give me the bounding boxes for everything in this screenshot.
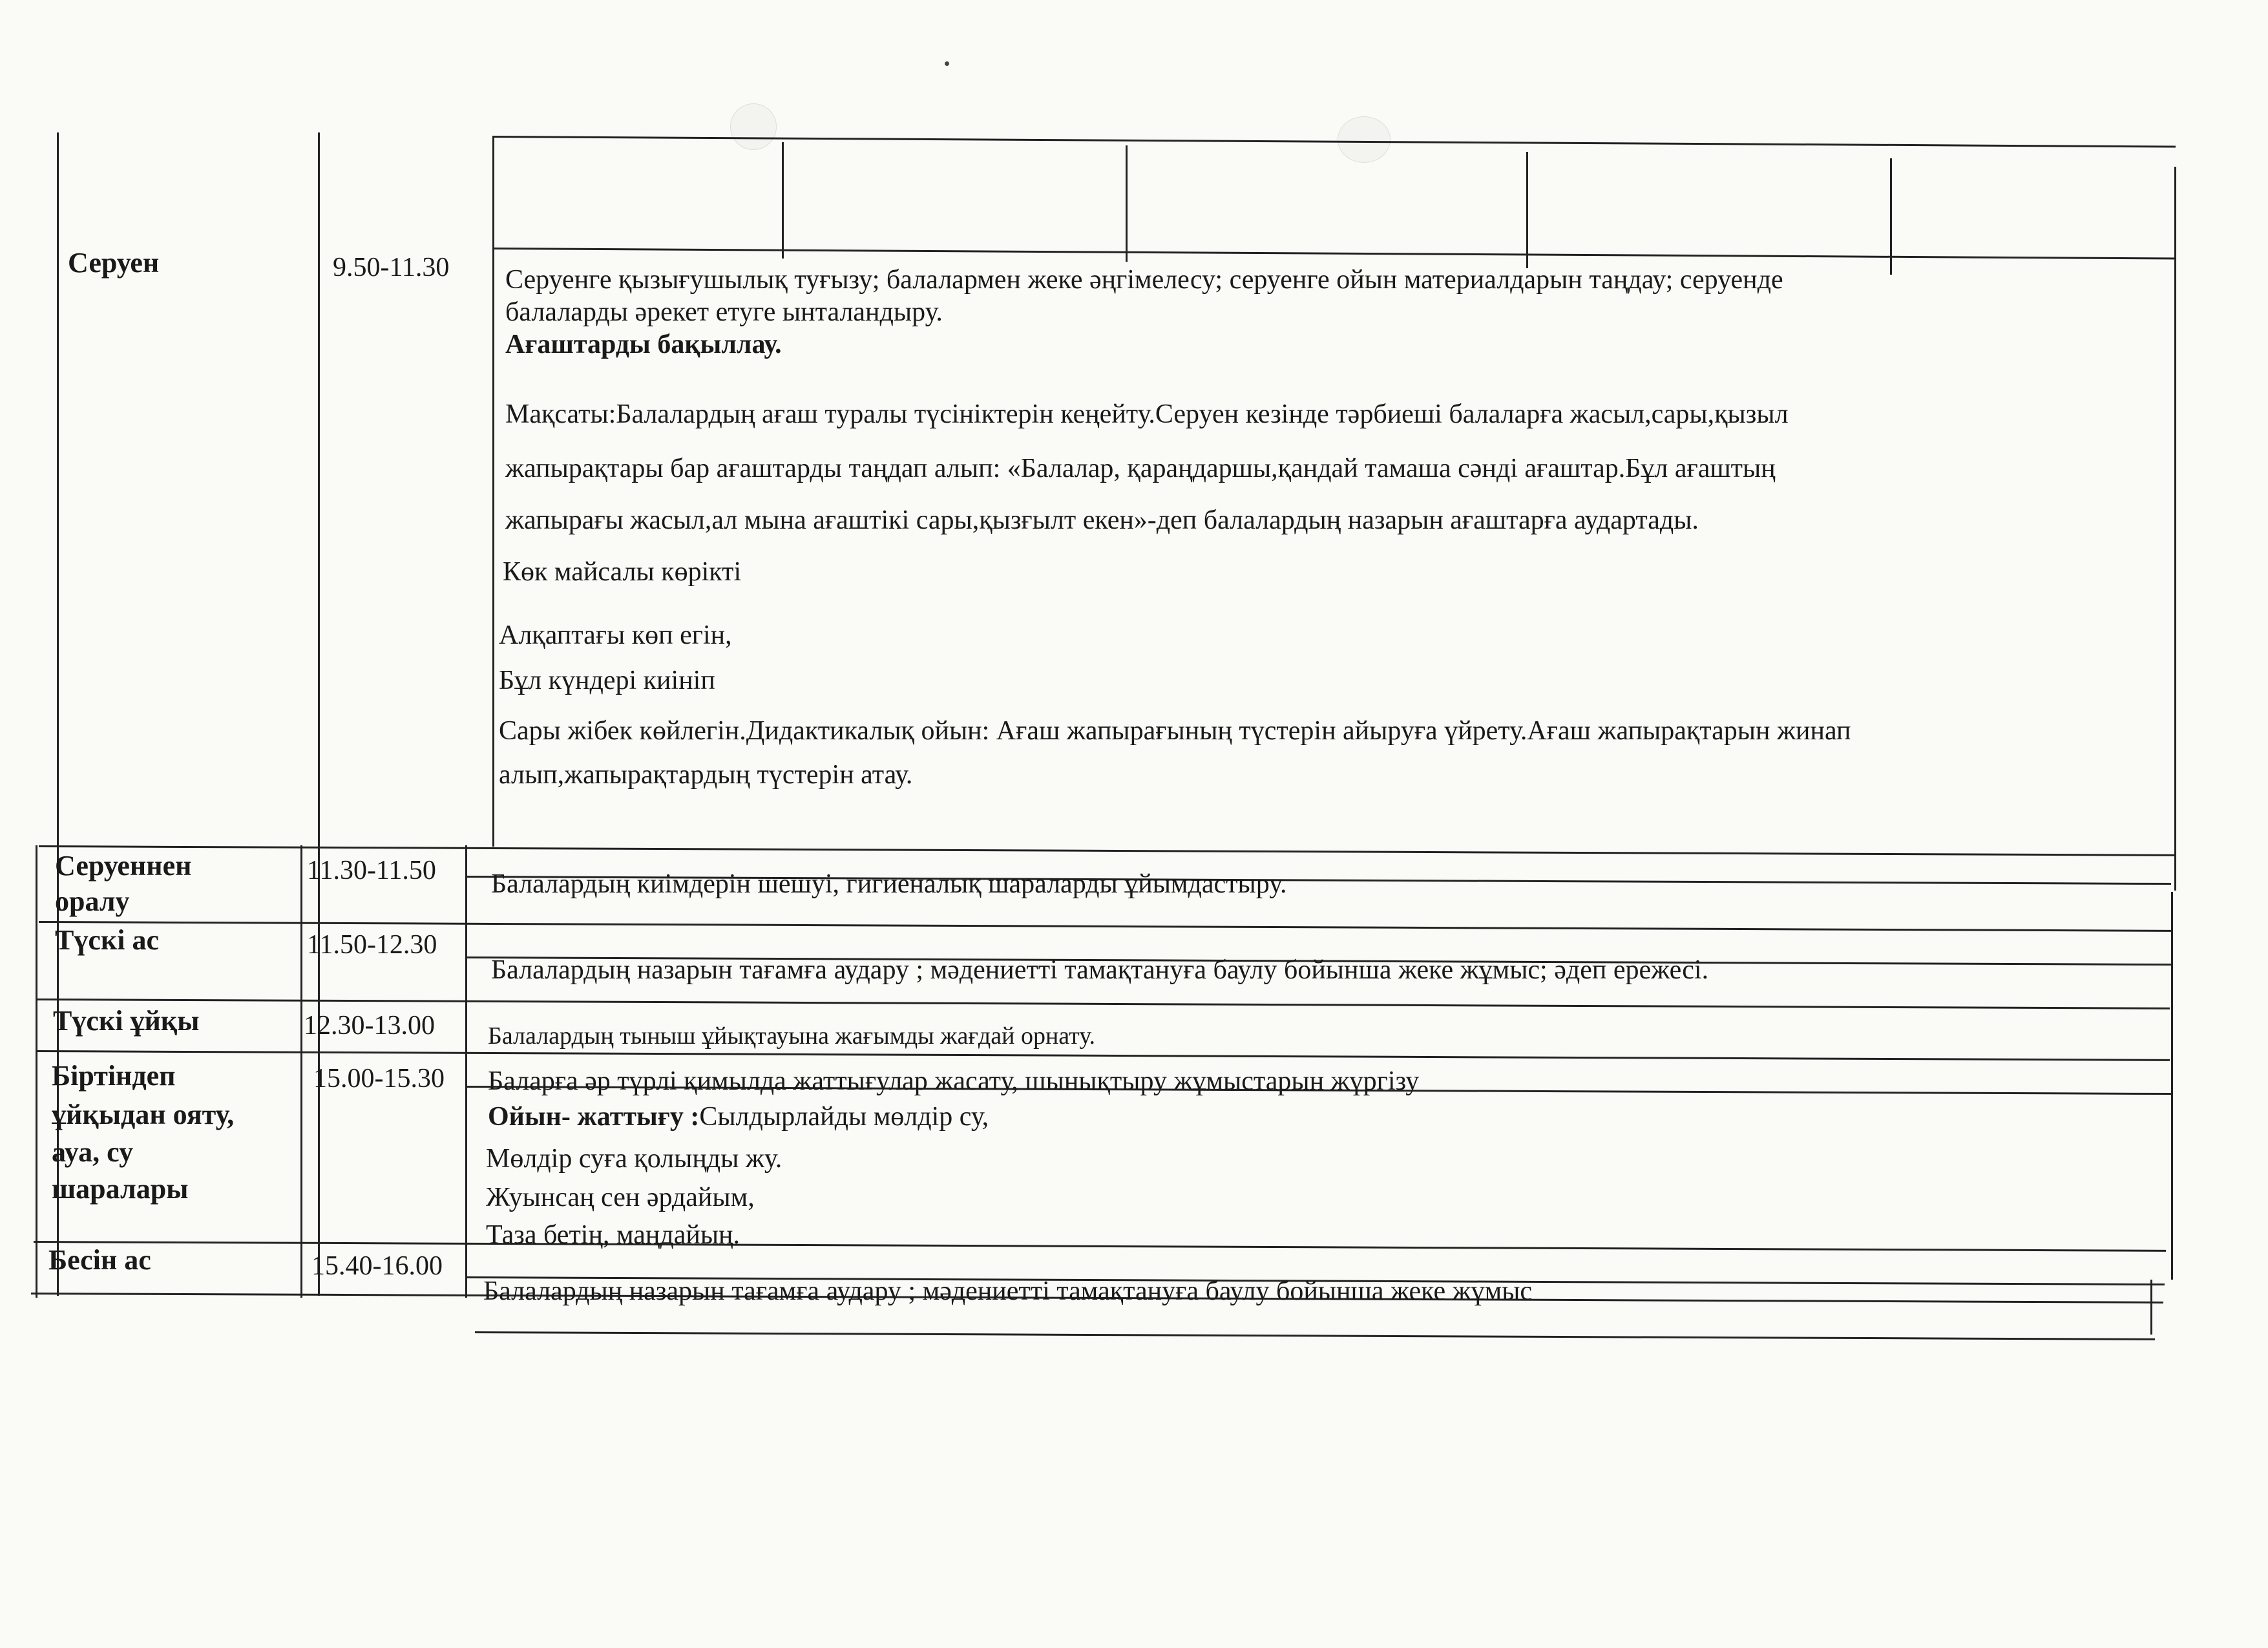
table-line	[39, 845, 2174, 856]
row-label-return-2: оралу	[55, 885, 130, 917]
table-line	[37, 1050, 2170, 1061]
game-line-2: Мөлдір суға қолыңды жу.	[486, 1144, 782, 1174]
walk-purpose-2: жапырақтары бар ағаштарды таңдап алып: «Балалар, қараңдаршы,қандай тамаша сәнді ағаштар.Бұл ағаштың	[505, 454, 1776, 483]
row-text-wake: Баларға әр түрлі қимылда жаттығулар жасату, шынықтыру жұмыстарын жүргізу	[488, 1066, 1420, 1096]
poem-line-4: алып,жапырақтардың түстерін атау.	[499, 760, 913, 790]
table-line	[36, 845, 37, 1298]
row-text-nap: Балалардың тыныш ұйықтауына жағымды жағдай орнату.	[488, 1022, 1095, 1050]
table-line	[465, 845, 467, 1298]
table-line	[2171, 892, 2173, 1280]
row-label-wake-4: шаралары	[52, 1173, 189, 1205]
poem-title: Көк майсалы көрікті	[503, 557, 742, 587]
row-text-lunch: Балалардың назарын тағамға аудару ; мәдениетті тамақтануға баулу бойынша жеке жұмыс; әдеп ережесі.	[491, 955, 1709, 985]
table-line	[475, 1331, 2155, 1340]
game-first-line: Сылдырлайды мөлдір су,	[699, 1102, 989, 1132]
table-line	[1126, 145, 1128, 262]
row-time-walk: 9.50-11.30	[333, 253, 450, 282]
row-time-nap: 12.30-13.00	[304, 1011, 435, 1041]
table-line	[318, 132, 320, 1296]
row-time-return: 11.30-11.50	[307, 856, 436, 885]
game-label: Ойын- жаттығу :	[488, 1102, 700, 1132]
table-line	[2174, 167, 2176, 891]
row-text-return: Балалардың киімдерін шешуі, гигиеналық шараларды ұйымдастыру.	[491, 869, 1287, 899]
punch-hole	[1338, 116, 1391, 163]
game-line	[488, 1102, 989, 1132]
poem-line-3: Сары жібек көйлегін.Дидактикалық ойын: Ағаш жапырағының түстерін айыруға үйрету.Ағаш жапырақтарын жинап	[499, 716, 1851, 746]
walk-purpose-3: жапырағы жасыл,ал мына ағаштікі сары,қызғылт екен»-деп балалардың назарын ағаштарға аудартады.	[505, 505, 1699, 535]
table-line	[492, 248, 2176, 259]
table-line	[782, 142, 784, 259]
table-line	[300, 845, 302, 1298]
row-label-snack: Бесін ас	[48, 1244, 151, 1276]
game-line-3: Жуынсаң сен әрдайым,	[486, 1183, 755, 1212]
table-line	[34, 1241, 2166, 1252]
walk-purpose-1: Мақсаты:Балалардың ағаш туралы түсініктерін кеңейту.Серуен кезінде тәрбиеші балаларға жасыл,сары,қызыл	[505, 399, 1789, 429]
row-time-lunch: 11.50-12.30	[307, 930, 437, 960]
row-label-lunch: Түскі ас	[55, 924, 159, 956]
row-text-snack: Балалардың назарын тағамға аудару ; мәдениетті тамақтануға баулу бойынша жеке жұмыс	[483, 1276, 1533, 1306]
walk-line-2: балаларды әрекет етуге ынталандыру.	[505, 297, 943, 327]
row-label-wake-1: Біртіндеп	[52, 1060, 176, 1092]
row-label-wake-3: ауа, су	[52, 1136, 134, 1168]
table-line	[37, 998, 2170, 1009]
row-label-wake-2: ұйқыдан ояту,	[52, 1099, 235, 1130]
poem-line-2: Бұл күндері киініп	[499, 666, 715, 695]
walk-heading: Ағаштарды бақыллау.	[505, 330, 782, 359]
row-time-snack: 15.40-16.00	[311, 1251, 443, 1281]
table-line	[492, 136, 494, 847]
table-line	[1526, 152, 1528, 268]
poem-line-1: Алқаптағы көп егін,	[499, 620, 732, 650]
row-label-return-1: Серуеннен	[55, 850, 192, 882]
punch-hole	[730, 103, 777, 150]
table-line	[2150, 1280, 2152, 1335]
row-label-nap: Түскі ұйқы	[53, 1005, 200, 1037]
row-label-walk: Серуен	[68, 247, 160, 279]
row-time-wake: 15.00-15.30	[313, 1064, 445, 1093]
walk-line-1: Серуенге қызығушылық туғызу; балалармен жеке әңгімелесу; серуенге ойын материалдарын таңдау; серуенде	[505, 265, 1783, 295]
scan-speck	[945, 61, 949, 66]
game-line-4: Таза бетің, маңдайың.	[486, 1220, 740, 1250]
